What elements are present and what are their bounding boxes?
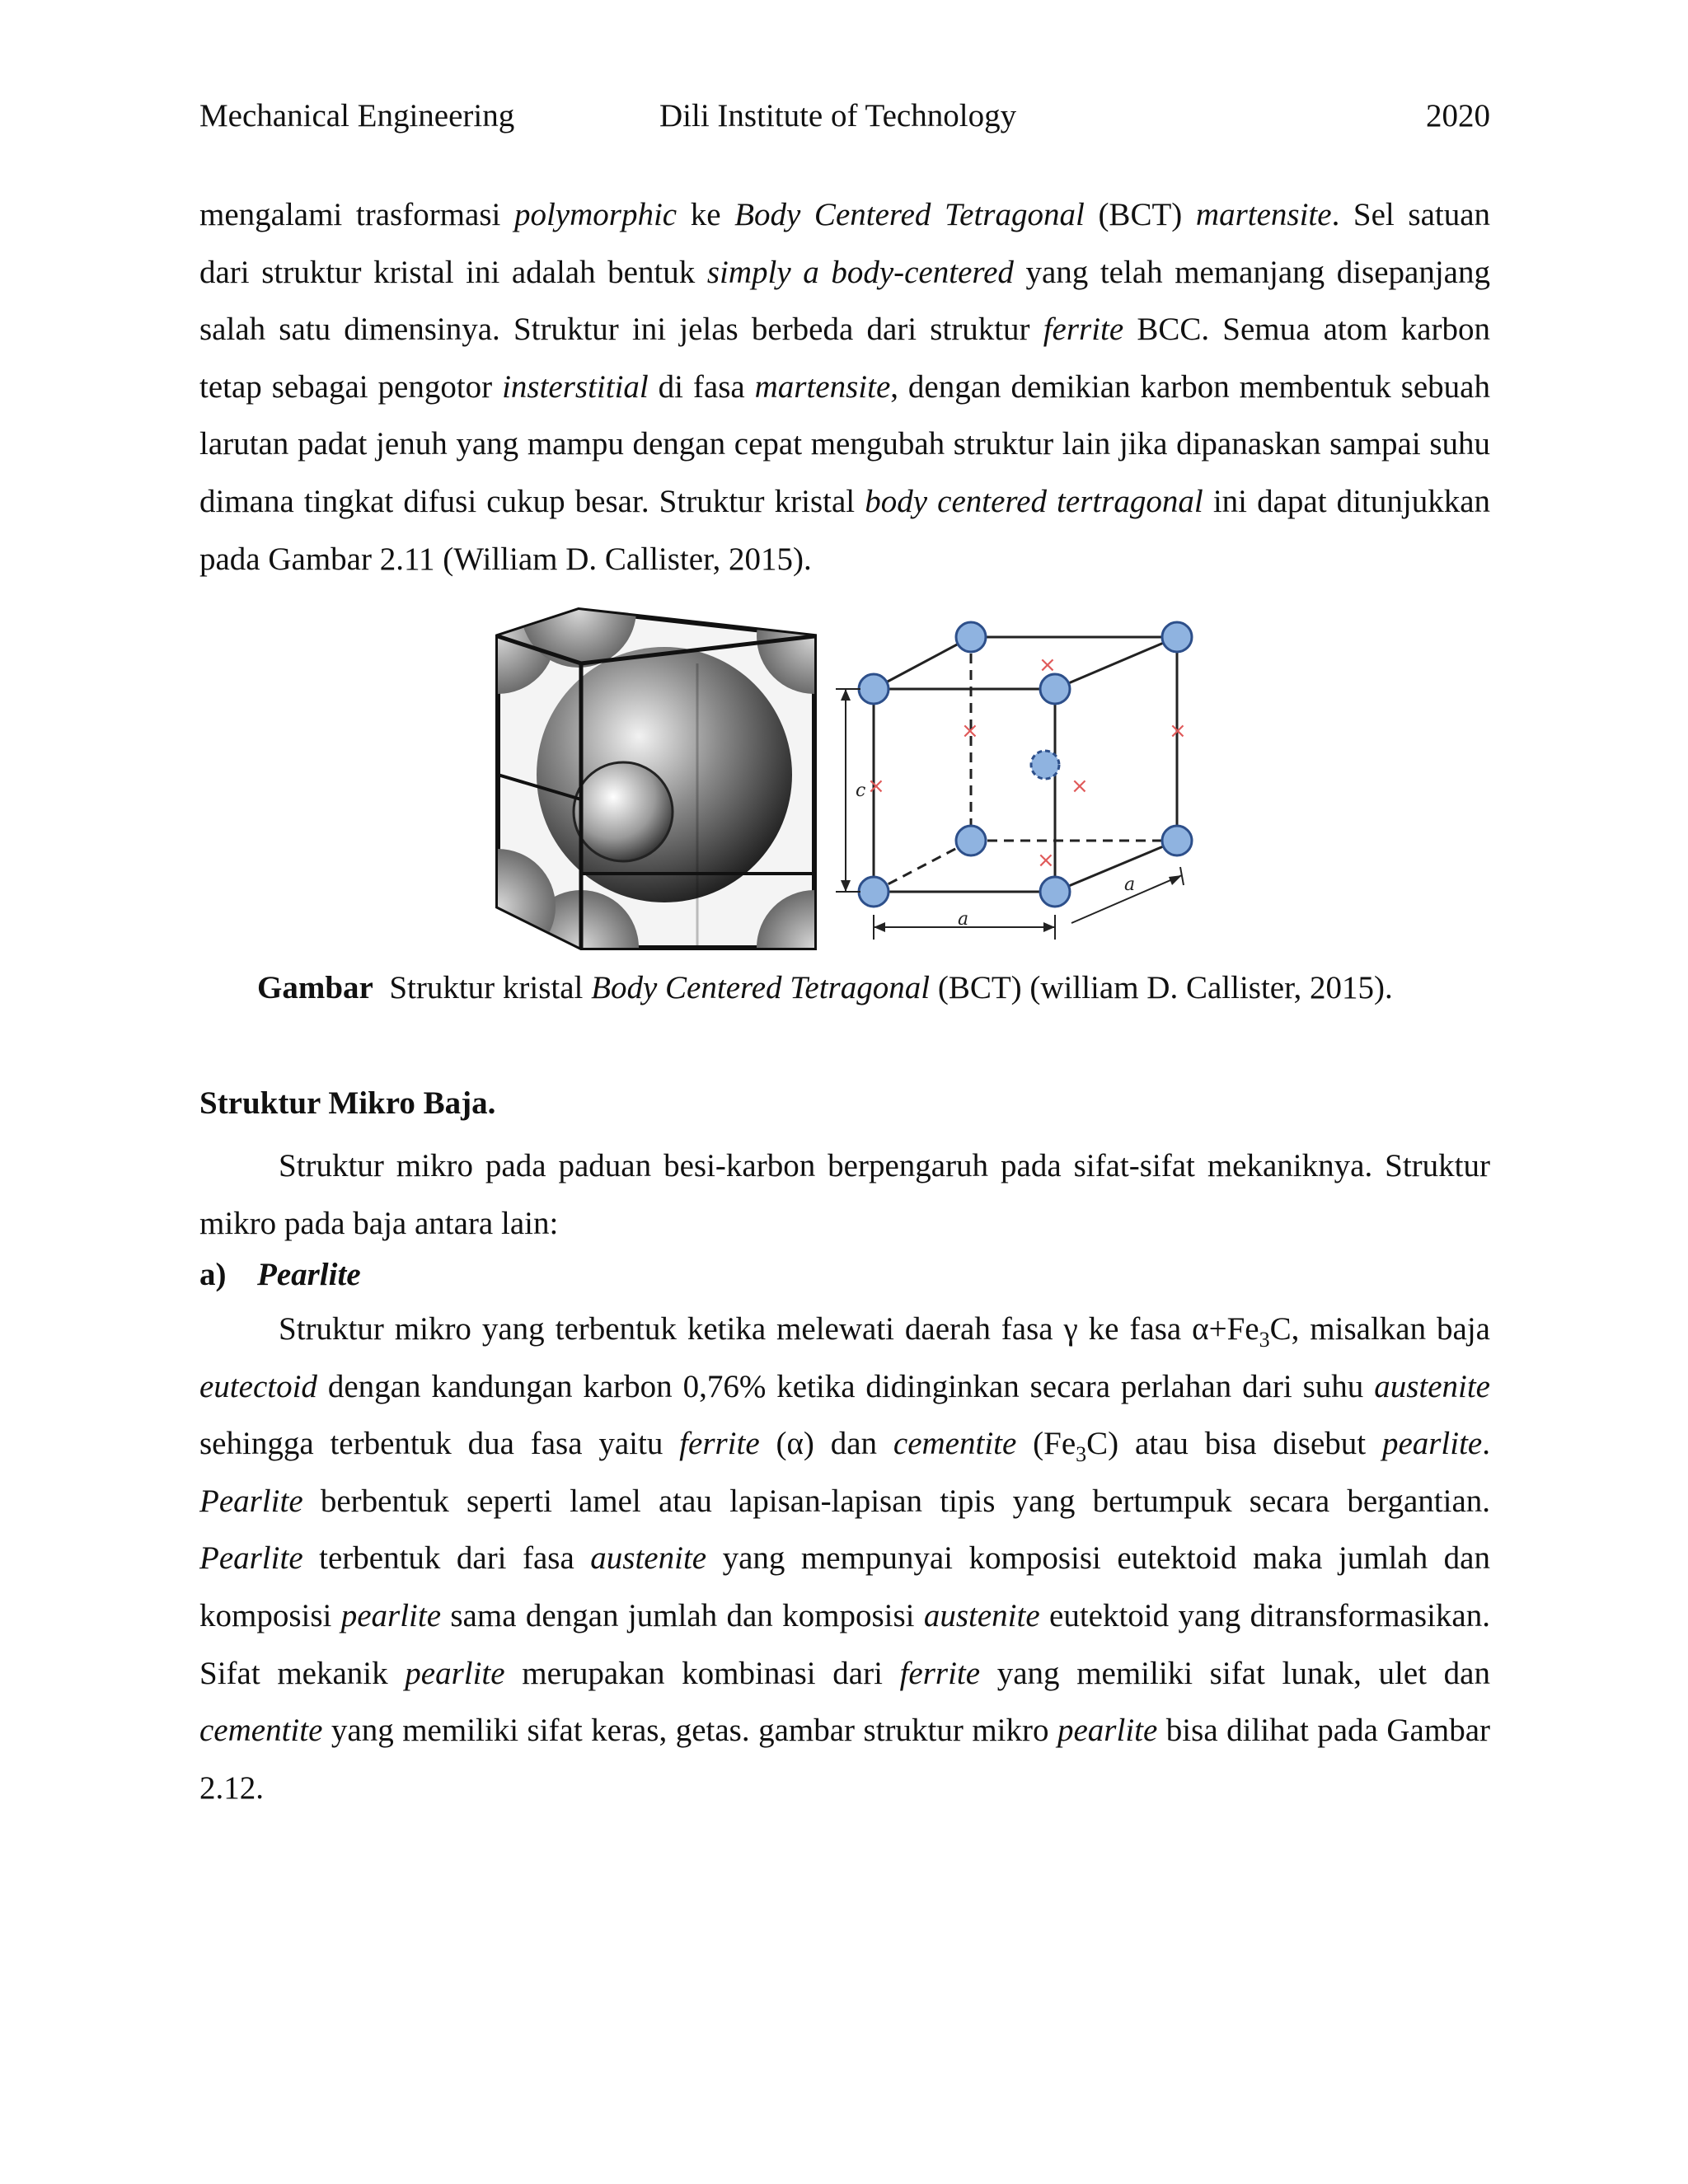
front-atom [574,762,673,861]
corner-atom [1162,622,1192,652]
bct-figure [491,602,1200,956]
header-institute: Dili Institute of Technology [659,98,1017,134]
arrowhead [841,880,851,892]
arrowhead [841,689,851,701]
arrowhead [874,922,885,932]
header-year: 2020 [1426,98,1490,134]
section-intro: Struktur mikro pada paduan besi-karbon berpengaruh pada sifat-sifat mekaniknya. Struktur mikro pada baja antara lain: [199,1148,1490,1241]
interstitial-site: × [1169,719,1187,743]
corner-atom [859,877,889,907]
interstitial-site: × [1071,774,1089,799]
label-a-depth: a [1124,874,1136,895]
figure-caption: Gambar Struktur kristal Body Centered Tetragonal (BCT) (william D. Callister, 2015). [257,970,1393,1005]
cell-edge [1055,637,1177,689]
intro-paragraph: mengalami trasformasi polymorphic ke Body Centered Tetragonal (BCT) martensite. Sel satuan dari struktur kristal ini adalah bentuk simply a body-centered yang telah memanjang disepanjang salah satu dimensinya. Struktur ini jelas berbeda dari struktur ferrite BCC. Semua atom karbon tetap sebagai pengotor insterstitial di fasa martensite, dengan demikian karbon membentuk sebuah larutan padat jenuh yang mampu dengan cepat mengubah struktur lain jika dipanaskan sampai suhu dimana tingkat difusi cukup besar. Struktur kristal body centered tertragonal ini dapat ditunjukkan pada Gambar 2.11 (William D. Callister, 2015). [199,197,1491,577]
cell-edge [1055,841,1177,892]
arrowhead [1043,922,1055,932]
bct-illustration [491,602,1200,956]
subsection-label: a) [199,1257,227,1292]
hard-sphere-cube [491,602,872,956]
section-heading: Struktur Mikro Baja. [199,1085,496,1121]
bct-unit-cell [836,622,1192,940]
center-atom [537,647,792,902]
corner-atom [1040,877,1070,907]
page-header [199,97,1490,138]
corner-atom [956,826,986,855]
arrowhead [1169,875,1182,885]
interstitial-site: × [961,719,979,743]
label-c: c [856,780,866,801]
hidden-edge [874,841,971,892]
body-center-atom [1031,751,1059,779]
label-a: a [958,909,969,930]
corner-atom [859,674,889,704]
interstitial-site: × [1037,848,1055,873]
corner-atom [1162,826,1192,855]
pearlite-paragraph: Struktur mikro yang terbentuk ketika melewati daerah fasa γ ke fasa $\alpha+Fe_3C$, misalkan baja eutectoid dengan kandungan karbon 0,76% ketika didinginkan secara perlahan dari suhu austenite sehingga terbentuk dua fasa yaitu ferrite (α) dan cementite $(Fe_3C)$ atau bisa disebut pearlite. Pearlite berbentuk seperti lamel atau lapisan-lapisan tipis yang bertumpuk secara bergantian. Pearlite terbentuk dari fasa austenite yang mempunyai komposisi eutektoid maka jumlah dan komposisi pearlite sama dengan jumlah dan komposisi austenite eutektoid yang ditransformasikan. Sifat mekanik pearlite merupakan kombinasi dari ferrite yang memiliki sifat lunak, ulet dan cementite yang memiliki sifat keras, getas. gambar struktur mikro pearlite bisa dilihat pada Gambar 2.12. [199,1311,1490,1806]
corner-atom [1040,674,1070,704]
header-department: Mechanical Engineering [199,98,515,134]
subsection-heading [199,1251,361,1299]
subsection-title: Pearlite [257,1257,361,1292]
cell-edge [874,637,971,689]
interstitial-site: × [1039,653,1057,677]
interstitial-site: × [867,774,885,799]
corner-atom [956,622,986,652]
